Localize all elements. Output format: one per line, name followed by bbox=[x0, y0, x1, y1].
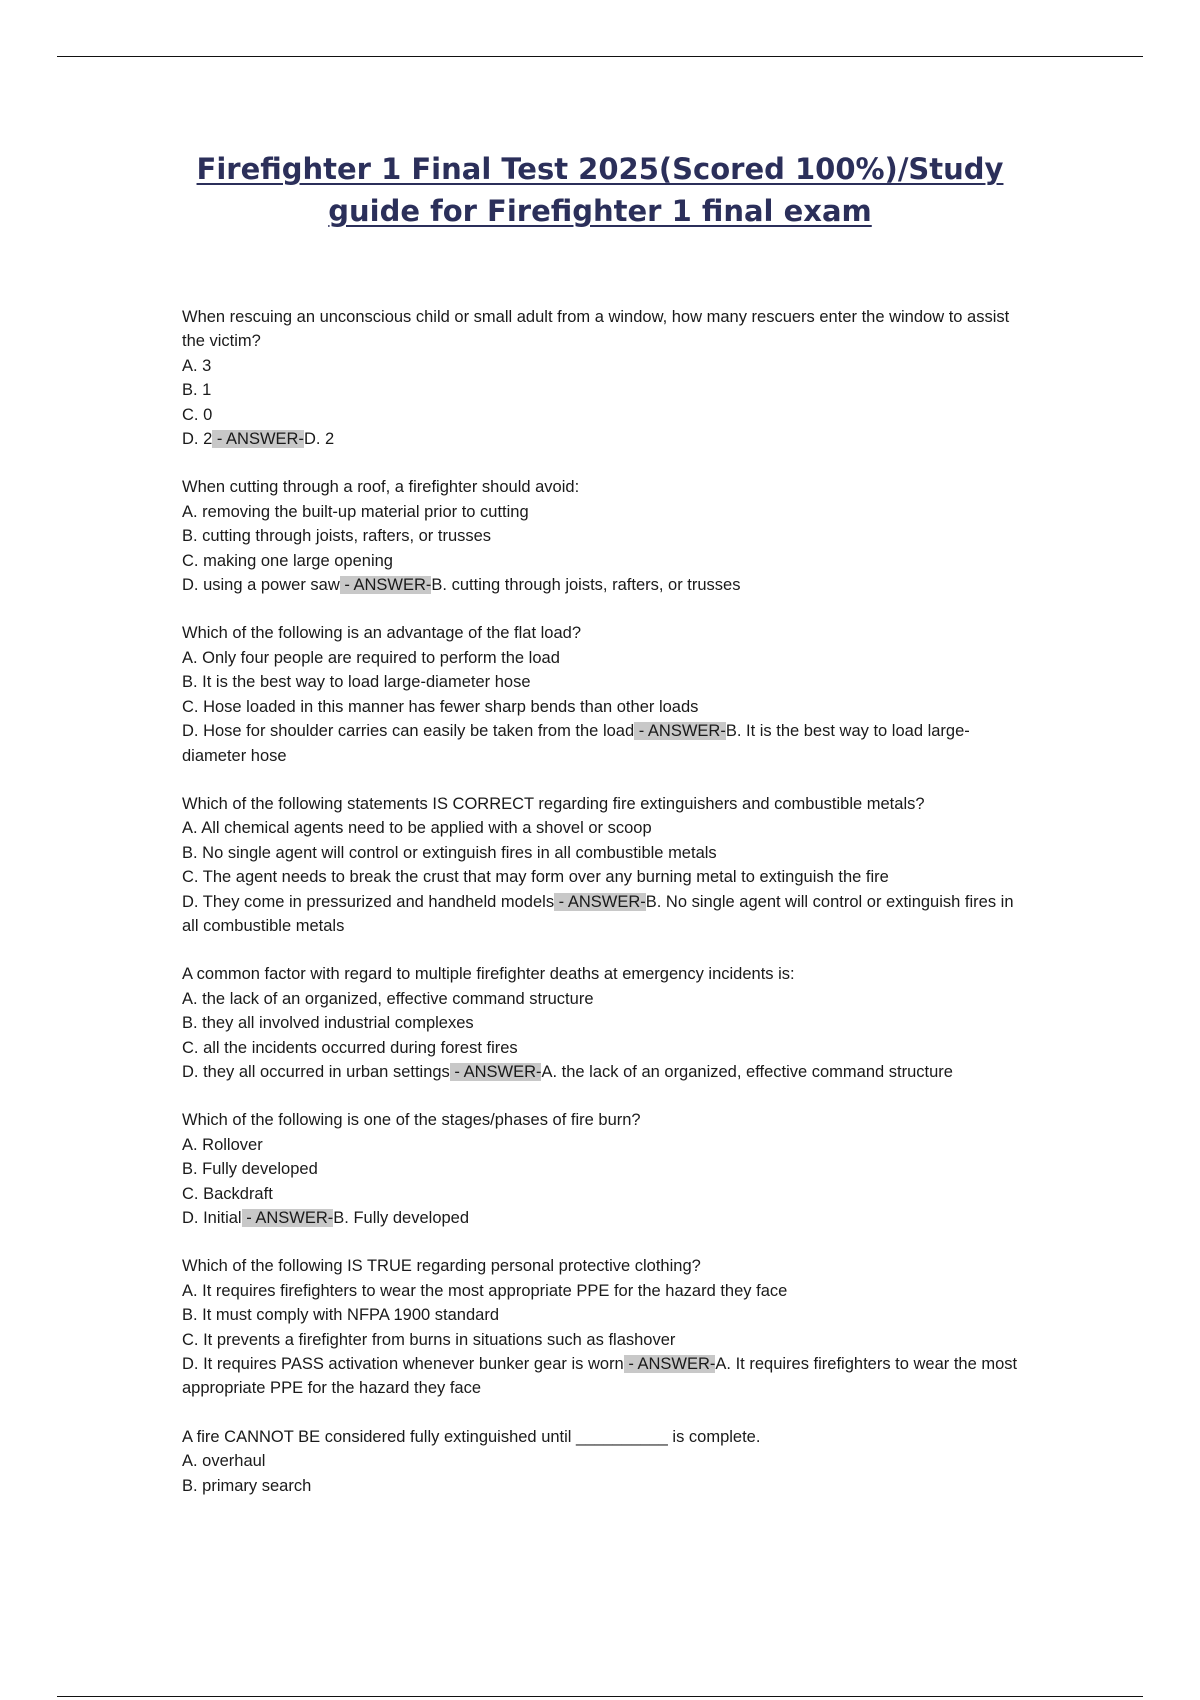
answer-option: B. It is the best way to load large-diameter hose bbox=[182, 673, 531, 692]
correct-answer: A. It requires firefighters to wear the most appropriate PPE for the hazard they face bbox=[182, 1355, 1018, 1398]
answer-option-with-key bbox=[182, 890, 1022, 939]
correct-answer: B. No single agent will control or extinguish fires in all combustible metals bbox=[182, 892, 1014, 935]
question-block bbox=[182, 305, 1022, 451]
answer-option-with-key bbox=[182, 1060, 1022, 1084]
answer-option: B. It must comply with NFPA 1900 standard bbox=[182, 1306, 499, 1325]
answer-option: B. cutting through joists, rafters, or trusses bbox=[182, 527, 492, 546]
question-block bbox=[182, 475, 1022, 597]
answer-option: C. It prevents a firefighter from burns in situations such as flashover bbox=[182, 1330, 676, 1349]
answer-option-text: D. It requires PASS activation whenever bunker gear is worn bbox=[182, 1355, 624, 1374]
question-block bbox=[182, 1254, 1022, 1400]
answer-option-text: D. They come in pressurized and handheld models bbox=[182, 892, 555, 911]
correct-answer: D. 2 bbox=[303, 430, 335, 449]
answer-option: A. It requires firefighters to wear the most appropriate PPE for the hazard they face bbox=[182, 1281, 788, 1300]
answer-option: A. All chemical agents need to be applied with a shovel or scoop bbox=[182, 819, 652, 838]
answer-option-with-key bbox=[182, 1352, 1022, 1401]
answer-option-with-key bbox=[182, 1206, 1022, 1230]
question-list bbox=[182, 305, 1022, 1522]
correct-answer: B. cutting through joists, rafters, or trusses bbox=[431, 576, 741, 595]
answer-marker: - ANSWER- bbox=[623, 1355, 716, 1374]
answer-option-text: D. using a power saw bbox=[182, 576, 340, 595]
answer-option-with-key bbox=[182, 573, 1022, 597]
answer-option-with-key bbox=[182, 427, 1022, 451]
question-stem: Which of the following is one of the stages/phases of fire burn? bbox=[182, 1111, 641, 1130]
question-block bbox=[182, 621, 1022, 767]
answer-option-text: D. they all occurred in urban settings bbox=[182, 1062, 450, 1081]
question-block bbox=[182, 962, 1022, 1084]
answer-option: B. they all involved industrial complexes bbox=[182, 1014, 474, 1033]
header-rule bbox=[57, 56, 1143, 57]
answer-option: C. Backdraft bbox=[182, 1184, 273, 1203]
question-block bbox=[182, 792, 1022, 938]
question-block bbox=[182, 1425, 1022, 1498]
answer-option: A. the lack of an organized, effective command structure bbox=[182, 989, 594, 1008]
answer-option-text: D. Initial bbox=[182, 1209, 242, 1227]
answer-option: B. Fully developed bbox=[182, 1160, 318, 1179]
title-line-1: Firefighter 1 Final Test 2025(Scored 100%)/Study bbox=[196, 152, 1004, 186]
answer-option: C. 0 bbox=[182, 405, 213, 424]
answer-option: A. removing the built-up material prior to cutting bbox=[182, 502, 529, 521]
answer-option: C. Hose loaded in this manner has fewer sharp bends than other loads bbox=[182, 697, 699, 716]
answer-option-text: D. Hose for shoulder carries can easily be taken from the load bbox=[182, 722, 635, 741]
correct-answer: B. Fully developed bbox=[333, 1209, 470, 1227]
answer-option: A. 3 bbox=[182, 356, 212, 375]
question-stem: Which of the following IS TRUE regarding personal protective clothing? bbox=[182, 1257, 701, 1276]
answer-option: B. 1 bbox=[182, 381, 212, 400]
document-title bbox=[150, 148, 1050, 232]
answer-marker: - ANSWER- bbox=[212, 430, 304, 449]
question-stem: When rescuing an unconscious child or small adult from a window, how many rescuers enter the window to assist the victim? bbox=[182, 308, 1010, 351]
answer-option: A. Rollover bbox=[182, 1135, 263, 1154]
answer-option-with-key bbox=[182, 719, 1022, 768]
answer-marker: - ANSWER- bbox=[339, 576, 432, 595]
answer-marker: - ANSWER- bbox=[241, 1209, 334, 1227]
question-stem: When cutting through a roof, a firefighter should avoid: bbox=[182, 478, 580, 497]
answer-marker: - ANSWER- bbox=[634, 722, 726, 741]
title-line-2: guide for Firefighter 1 final exam bbox=[328, 194, 872, 228]
answer-option: A. overhaul bbox=[182, 1452, 266, 1471]
answer-marker: - ANSWER- bbox=[554, 892, 646, 911]
answer-option-text: D. 2 bbox=[182, 430, 213, 449]
footer-rule bbox=[57, 1696, 1143, 1697]
correct-answer: B. It is the best way to load large-diameter hose bbox=[182, 722, 970, 765]
answer-marker: - ANSWER- bbox=[449, 1062, 542, 1081]
answer-option: C. The agent needs to break the crust that may form over any burning metal to extinguish the fire bbox=[182, 868, 889, 887]
answer-option: A. Only four people are required to perform the load bbox=[182, 648, 560, 667]
answer-option: C. making one large opening bbox=[182, 551, 393, 570]
question-stem: A common factor with regard to multiple firefighter deaths at emergency incidents is: bbox=[182, 965, 795, 984]
answer-option: B. primary search bbox=[182, 1476, 312, 1495]
question-block bbox=[182, 1108, 1022, 1230]
question-stem: Which of the following statements IS CORRECT regarding fire extinguishers and combustible metals? bbox=[182, 794, 925, 813]
answer-option: C. all the incidents occurred during forest fires bbox=[182, 1038, 518, 1057]
correct-answer: A. the lack of an organized, effective command structure bbox=[541, 1062, 953, 1081]
question-stem: A fire CANNOT BE considered fully extinguished until __________ is complete. bbox=[182, 1427, 761, 1446]
question-stem: Which of the following is an advantage of the flat load? bbox=[182, 624, 582, 643]
answer-option: B. No single agent will control or extinguish fires in all combustible metals bbox=[182, 843, 717, 862]
